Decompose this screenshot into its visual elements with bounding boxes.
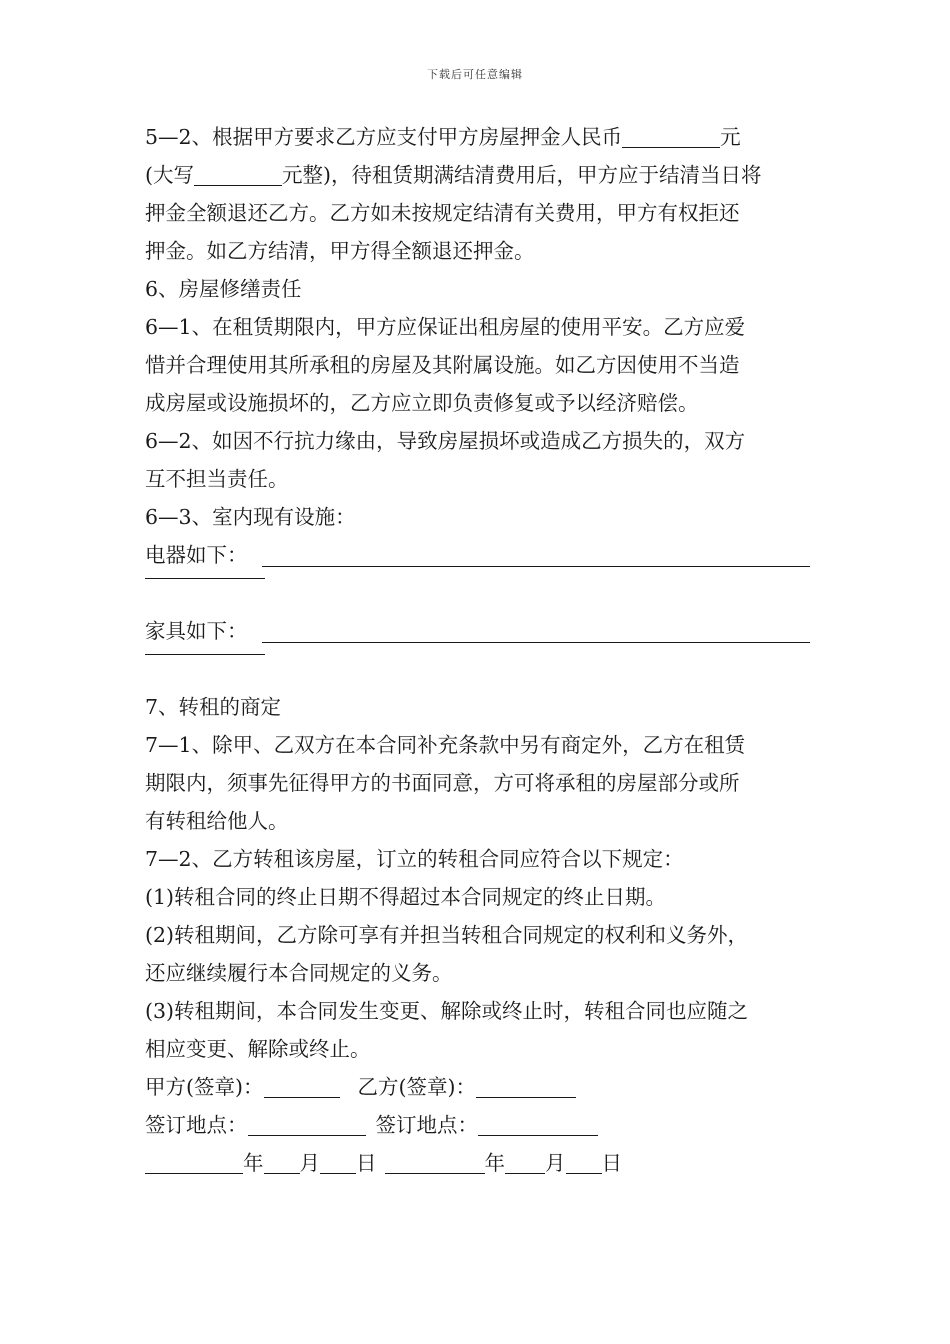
section-6-heading: 6、房屋修缮责任 — [145, 277, 302, 301]
party-a-day-blank[interactable] — [320, 1147, 356, 1174]
clause-5-2-text-2: 元整)，待租赁期满结清费用后，甲方应于结清当日将 — [282, 163, 762, 187]
clause-6-3: 6—3、室内现有设施： — [145, 505, 356, 529]
contract-body — [145, 118, 810, 1182]
clause-5-2-line-2 — [145, 156, 810, 194]
clause-6-2-line-1: 6—2、如因不行抗力缘由，导致房屋损坏或造成乙方损失的，双方 — [145, 429, 746, 453]
furniture-label: 家具如下： — [145, 619, 248, 643]
clause-5-2-line-4: 押金。如乙方结清，甲方得全额退还押金。 — [145, 239, 535, 263]
party-a-signature-label: 甲方(签章)： — [145, 1075, 264, 1099]
rule-3-line-1: (3)转租期间，本合同发生变更、解除或终止时，转租合同也应随之 — [145, 999, 749, 1023]
section-7-heading: 7、转租的商定 — [145, 695, 282, 719]
rule-1: (1)转租合同的终止日期不得超过本合同规定的终止日期。 — [145, 885, 667, 909]
year-label: 年 — [243, 1151, 264, 1175]
rule-3-line-2: 相应变更、解除或终止。 — [145, 1037, 371, 1061]
clause-5-2-text: 5—2、根据甲方要求乙方应支付甲方房屋押金人民币 — [145, 125, 623, 149]
appliances-label: 电器如下： — [145, 543, 248, 567]
appliances-blank[interactable] — [262, 566, 810, 567]
party-a-place-label: 签订地点： — [145, 1113, 248, 1137]
month-label-2: 月 — [545, 1151, 566, 1175]
deposit-amount-blank[interactable] — [622, 121, 720, 148]
clause-7-1-line-1: 7—1、除甲、乙双方在本合同补充条款中另有商定外，乙方在租赁 — [145, 733, 746, 757]
party-a-place-blank[interactable] — [248, 1109, 366, 1136]
clause-5-2-line-3: 押金全额退还乙方。乙方如未按规定结清有关费用，甲方有权拒还 — [145, 201, 740, 225]
clause-6-1-line-2: 惜并合理使用其所承租的房屋及其附属设施。如乙方因使用不当造 — [145, 353, 740, 377]
party-b-year-blank[interactable] — [385, 1147, 485, 1174]
clause-7-1-line-2: 期限内，须事先征得甲方的书面同意，方可将承租的房屋部分或所 — [145, 771, 740, 795]
rule-2-line-1: (2)转租期间，乙方除可享有并担当转租合同规定的权利和义务外， — [145, 923, 749, 947]
day-label-2: 日 — [601, 1151, 622, 1175]
party-b-place-blank[interactable] — [478, 1109, 598, 1136]
party-b-month-blank[interactable] — [505, 1147, 545, 1174]
furniture-blank-continued[interactable] — [145, 654, 265, 655]
rule-2-line-2: 还应继续履行本合同规定的义务。 — [145, 961, 453, 985]
party-a-signature-blank[interactable] — [264, 1071, 340, 1098]
date-row — [145, 1144, 810, 1182]
deposit-capital-blank[interactable] — [194, 159, 282, 186]
party-b-signature-blank[interactable] — [476, 1071, 576, 1098]
furniture-row — [145, 612, 810, 650]
clause-5-2-line-1 — [145, 118, 810, 156]
appliances-row — [145, 536, 810, 574]
header-note: 下载后可任意编辑 — [427, 68, 523, 81]
capital-amount-label: (大写 — [145, 163, 194, 187]
currency-unit: 元 — [720, 125, 741, 149]
party-a-month-blank[interactable] — [264, 1147, 300, 1174]
party-b-place-label: 签订地点： — [375, 1113, 478, 1137]
clause-6-1-line-1: 6—1、在租赁期限内，甲方应保证出租房屋的使用平安。乙方应爱 — [145, 315, 746, 339]
clause-6-1-line-3: 成房屋或设施损坏的，乙方应立即负责修复或予以经济赔偿。 — [145, 391, 699, 415]
month-label: 月 — [299, 1151, 320, 1175]
party-a-year-blank[interactable] — [145, 1147, 243, 1174]
day-label: 日 — [356, 1151, 377, 1175]
party-b-signature-label: 乙方(签章)： — [357, 1075, 476, 1099]
signature-row — [145, 1068, 810, 1106]
year-label-2: 年 — [484, 1151, 505, 1175]
signing-place-row — [145, 1106, 810, 1144]
appliances-blank-continued[interactable] — [145, 578, 265, 579]
clause-6-2-line-2: 互不担当责任。 — [145, 467, 289, 491]
clause-7-2: 7—2、乙方转租该房屋，订立的转租合同应符合以下规定： — [145, 847, 684, 871]
furniture-blank[interactable] — [262, 642, 810, 643]
clause-7-1-line-3: 有转租给他人。 — [145, 809, 289, 833]
furniture-continuation — [145, 650, 810, 688]
party-b-day-blank[interactable] — [566, 1147, 602, 1174]
appliances-continuation — [145, 574, 810, 612]
